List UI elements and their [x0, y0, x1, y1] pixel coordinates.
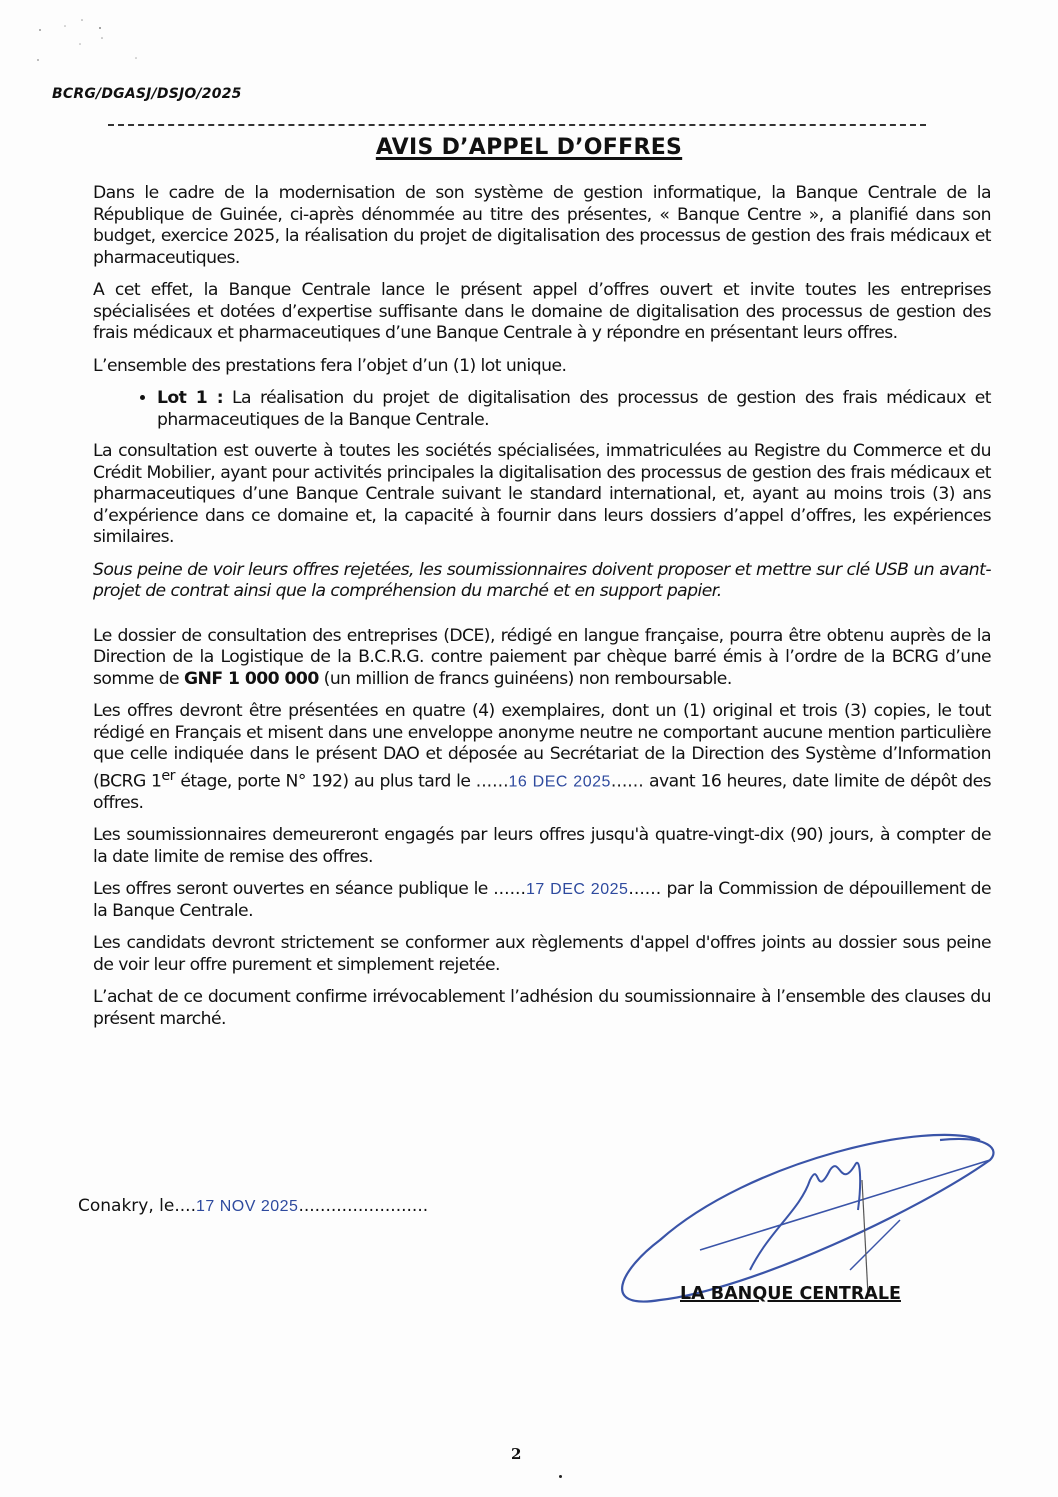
paragraph-usb-requirement: Sous peine de voir leurs offres rejetées, les soumissionnaires doivent proposer et mettre sur clé USB un avant-projet de contrat ainsi que la compréhension du marché et en support papier.: [93, 559, 991, 601]
paragraph-dce: [93, 626, 991, 691]
dot-leader: ......: [610, 771, 644, 792]
document-title-wrapper: [0, 135, 1058, 160]
lot-item: [157, 388, 991, 431]
floor-superscript: er: [161, 767, 176, 784]
handwritten-deadline-date: 16 DEC 2025: [508, 773, 611, 791]
dot-leader: ......: [628, 879, 662, 900]
dot-leader: ....: [174, 1196, 196, 1216]
opening-text-after: par la Commission de dépouillement de la Banque Centrale.: [93, 879, 991, 921]
dce-text-before: Le dossier de consultation des entreprises (DCE), rédigé en langue française, pourra être obtenu auprès de la Direction de la Logistique de la B.C.R.G. contre paiement par chèque barré émis à l’ordre de la BCRG d’une somme de: [93, 625, 991, 689]
place-label: Conakry, le: [78, 1196, 175, 1216]
handwritten-signing-date: 17 NOV 2025: [195, 1198, 299, 1215]
handwritten-opening-date: 17 DEC 2025: [525, 881, 629, 899]
paragraph-lot-intro: L’ensemble des prestations fera l’objet d’un (1) lot unique.: [93, 355, 567, 376]
paragraph-invitation: A cet effet, la Banque Centrale lance le présent appel d’offres ouvert et invite toutes les entreprises spécialisées et dotées d’expertise suffisante dans le domaine de digitalisation des processus de gestion des frais médicaux et pharmaceutiques d’une Banque Centrale à y répondre en présentant leurs offres.: [93, 280, 991, 343]
scan-specks: [30, 10, 150, 70]
paragraph-compliance: Les candidats devront strictement se conformer aux règlements d'appel d'offres joints au dossier sous peine de voir leur offre purement et simplement rejetée.: [93, 933, 991, 975]
paragraph-validity: Les soumissionnaires demeureront engagés par leurs offres jusqu'à quatre-vingt-dix (90) jours, à compter de la date limite de remise des offres.: [93, 825, 991, 867]
place-date-line: [78, 1196, 428, 1216]
paragraph-eligibility: La consultation est ouverte à toutes les sociétés spécialisées, immatriculées au Registre du Commerce et du Crédit Mobilier, ayant pour activités principales la digitalisation des processus de gestion des frais médicaux et pharmaceutiques d’une Banque Centrale suivant le standard international, et, ayant au moins trois (3) ans d’expérience dans ce domaine et, la capacité à fournir dans leurs dossiers d’appel d’offres, les expériences similaires.: [93, 441, 991, 547]
submission-text-after: avant 16 heures, date limite de dépôt des offres.: [93, 771, 992, 813]
paragraph-adhesion: L’achat de ce document confirme irrévocablement l’adhésion du soumissionnaire à l’ensemble des clauses du présent marché.: [93, 987, 991, 1029]
submission-text-before: Les offres devront être présentées en quatre (4) exemplaires, dont un (1) original et trois (3) copies, le tout rédigé en Français et misent dans une enveloppe anonyme neutre ne comportant aucune mention particulière que celle indiquée dans le présent DAO et déposée au Secrétariat de la Direction des Système d’Information (BCRG 1: [93, 701, 991, 792]
paragraph-opening: [93, 879, 991, 922]
header-divider: [108, 124, 926, 126]
document-body: [93, 183, 991, 1041]
page-number: 2: [511, 1445, 522, 1463]
document-title: AVIS D’APPEL D’OFFRES: [375, 135, 683, 160]
lot-label: Lot 1 :: [157, 388, 224, 408]
scan-speck: [559, 1475, 562, 1478]
dot-leader: ........................: [298, 1196, 429, 1216]
paragraph-submission: [93, 701, 991, 814]
lot-description: La réalisation du projet de digitalisation des processus de gestion des frais médicaux et pharmaceutiques de la Banque Centrale.: [157, 388, 991, 430]
lot-list: [93, 388, 991, 431]
opening-text-before: Les offres seront ouvertes en séance publique le: [93, 879, 494, 900]
dot-leader: ......: [475, 771, 509, 792]
paragraph-context: Dans le cadre de la modernisation de son système de gestion informatique, la Banque Centrale de la République de Guinée, ci-après dénommée au titre des présentes, « Banque Centre », a planifié dans son budget, exercice 2025, la réalisation du projet de digitalisation des processus de gestion des frais médicaux et pharmaceutiques.: [93, 183, 991, 268]
signatory-label: LA BANQUE CENTRALE: [680, 1284, 901, 1304]
dce-text-after: (un million de francs guinéens) non remboursable.: [318, 668, 732, 689]
submission-text-mid: étage, porte N° 192) au plus tard le: [175, 771, 476, 792]
dce-amount: GNF 1 000 000: [184, 668, 319, 689]
document-reference: BCRG/DGASJ/DSJO/2025: [52, 86, 242, 102]
dot-leader: ......: [493, 879, 526, 900]
